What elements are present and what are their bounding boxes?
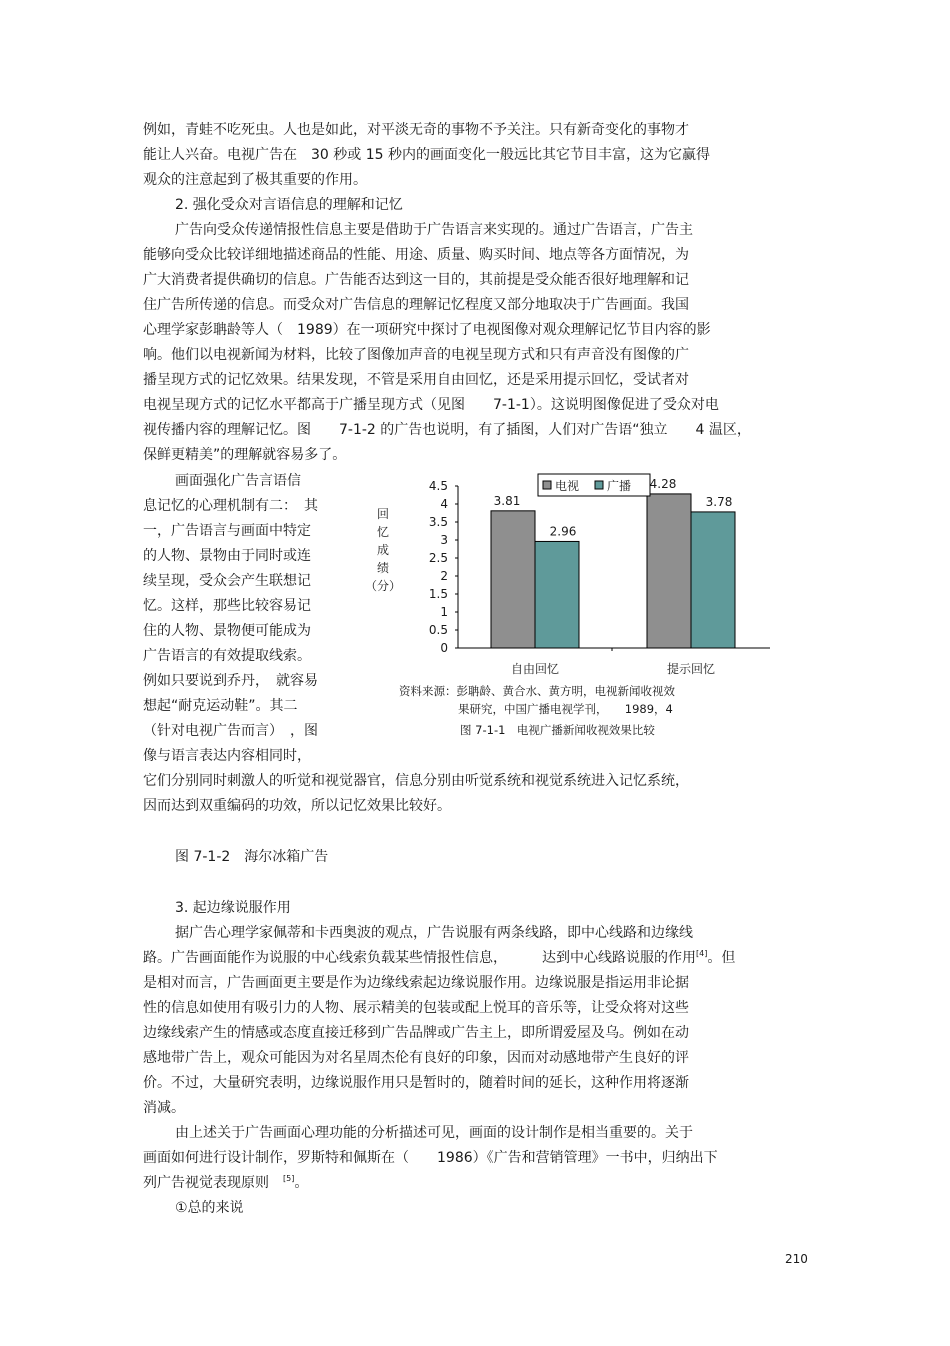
body-line: 播呈现方式的记忆效果。结果发现，不管是采用自由回忆，还是采用提示回忆，受试者对 (143, 372, 689, 388)
body-line: 忆。这样，那些比较容易记 (143, 598, 311, 614)
body-line: 是相对而言，广告画面更主要是作为边缘线索起边缘说服作用。边缘说服是指运用非论据 (143, 975, 689, 991)
body-text: 路。广告画面能作为说服的中心线索负载某些情报性信息， 达到中心线路说服的作用 (143, 950, 696, 966)
y-tick-label: 0 (440, 641, 448, 655)
data-label: 4.28 (649, 476, 677, 491)
body-line: 由上述关于广告画面心理功能的分析描述可见，画面的设计制作是相当重要的。关于 (175, 1125, 693, 1141)
bar (691, 512, 735, 648)
data-label: 3.78 (705, 494, 733, 509)
body-line: 据广告心理学家佩蒂和卡西奥波的观点，广告说服有两条线路，即中心线路和边缘线 (175, 925, 693, 941)
body-text: 。但 (707, 950, 736, 966)
body-line: （针对电视广告而言） ，图 (143, 723, 318, 739)
body-line: 消减。 (143, 1100, 185, 1116)
body-line: 像与语言表达内容相同时， (143, 748, 311, 764)
body-line: 例如只要说到乔丹， 就容易 (143, 673, 318, 689)
section-heading: 3. 起边缘说服作用 (175, 900, 291, 916)
chart-source: 资料来源：彭聃龄、黄合水、黄方明，电视新闻收视效 (399, 684, 675, 698)
bar (491, 511, 535, 648)
body-line: 住的人物、景物便可能成为 (143, 623, 311, 639)
body-line: 广大消费者提供确切的信息。广告能否达到这一目的，其前提是受众能否很好地理解和记 (143, 272, 689, 288)
body-line: 观众的注意起到了极其重要的作用。 (143, 172, 367, 188)
body-line: 保鲜更精美”的理解就容易多了。 (143, 447, 347, 463)
body-line: 画面如何进行设计制作，罗斯特和佩斯在（ 1986）《广告和营销管理》一书中，归纳出下 (143, 1150, 718, 1166)
legend-label: 广播 (607, 479, 632, 493)
body-text: 。 (294, 1175, 309, 1191)
body-line (143, 949, 735, 967)
body-line: 续呈现，受众会产生联想记 (143, 573, 311, 589)
body-line (143, 1174, 308, 1192)
y-tick-label: 3.5 (428, 515, 448, 529)
body-line: 广告向受众传递情报性信息主要是借助于广告语言来实现的。通过广告语言，广告主 (175, 222, 693, 238)
body-line: 例如，青蛙不吃死虫。人也是如此，对平淡无奇的事物不予关注。只有新奇变化的事物才 (143, 122, 689, 138)
body-line: 电视呈现方式的记忆水平都高于广播呈现方式（见图 7-1-1）。这说明图像促进了受众对电 (143, 397, 719, 413)
body-line: 它们分别同时刺激人的听觉和视觉器官，信息分别由听觉系统和视觉系统进入记忆系统， (143, 773, 689, 789)
legend-swatch (595, 481, 603, 489)
y-tick-label: 2 (440, 569, 448, 583)
page-number: 210 (785, 1252, 808, 1266)
body-line: 的人物、景物由于同时或连 (143, 548, 311, 564)
body-line: 响。他们以电视新闻为材料，比较了图像加声音的电视呈现方式和只有声音没有图像的广 (143, 347, 689, 363)
body-line: 一，广告语言与画面中特定 (143, 523, 311, 539)
body-line: 心理学家彭聃龄等人（ 1989）在一项研究中探讨了电视图像对观众理解记忆节目内容的影 (143, 322, 711, 338)
y-tick-label: 3 (440, 533, 448, 547)
body-line: 视传播内容的理解记忆。图 7-1-2 的广告也说明，有了插图，人们对广告语“独立 4 温区， (143, 422, 751, 438)
body-line: 因而达到双重编码的功效，所以记忆效果比较好。 (143, 798, 451, 814)
bar (535, 541, 579, 648)
y-tick-label: 4 (440, 497, 448, 511)
y-tick-label: 1.5 (428, 587, 448, 601)
x-tick-label: 自由回忆 (510, 662, 560, 676)
figure-caption: 图 7-1-2 海尔冰箱广告 (175, 849, 329, 865)
body-line: 住广告所传递的信息。而受众对广告信息的理解记忆程度又部分地取决于广告画面。我国 (143, 297, 689, 313)
citation-ref: [5] (283, 1174, 295, 1183)
body-line: 边缘线索产生的情感或态度直接迁移到广告品牌或广告主上，即所谓爱屋及乌。例如在动 (143, 1025, 689, 1041)
y-tick-label: 0.5 (428, 623, 448, 637)
body-line: 广告语言的有效提取线索。 (143, 648, 311, 664)
legend-label: 电视 (555, 479, 580, 493)
y-axis-label: 回 (376, 507, 390, 521)
y-tick-label: 1 (440, 605, 448, 619)
citation-ref: [4] (696, 949, 708, 958)
y-axis-label: （分） (365, 579, 402, 593)
bar-chart-figure-7-1-1 (365, 472, 805, 747)
y-tick-label: 2.5 (428, 551, 448, 565)
y-axis-label: 绩 (376, 561, 390, 575)
body-line: 想起“耐克运动鞋”。其二 (143, 698, 298, 714)
body-line: 息记忆的心理机制有二： 其 (143, 498, 318, 514)
x-tick-label: 提示回忆 (666, 662, 716, 676)
section-heading: 2. 强化受众对言语信息的理解和记忆 (175, 197, 403, 213)
body-line: 性的信息如使用有吸引力的人物、展示精美的包装或配上悦耳的音乐等，让受众将对这些 (143, 1000, 689, 1016)
body-line: 能让人兴奋。电视广告在 30 秒或 15 秒内的画面变化一般远比其它节目丰富，这为它赢得 (143, 147, 710, 163)
chart-source: 果研究，中国广播电视学刊， 1989，4 (458, 702, 673, 716)
bar (647, 494, 691, 648)
body-text: 列广告视觉表现原则 (143, 1175, 283, 1191)
list-item: ①总的来说 (175, 1200, 244, 1216)
y-axis-label: 成 (376, 543, 390, 557)
y-axis-label: 忆 (376, 525, 390, 539)
body-line: 感地带广告上，观众可能因为对名星周杰伦有良好的印象，因而对动感地带产生良好的评 (143, 1050, 689, 1066)
body-line: 画面强化广告言语信 (175, 473, 301, 489)
body-line: 价。不过，大量研究表明，边缘说服作用只是暂时的，随着时间的延长，这种作用将逐渐 (143, 1075, 689, 1091)
legend-swatch (543, 481, 551, 489)
chart-caption: 图 7-1-1 电视广播新闻收视效果比较 (460, 723, 655, 737)
y-tick-label: 4.5 (428, 479, 448, 493)
data-label: 2.96 (549, 524, 577, 539)
body-line: 能够向受众比较详细地描述商品的性能、用途、质量、购买时间、地点等各方面情况，为 (143, 247, 689, 263)
data-label: 3.81 (493, 493, 521, 508)
